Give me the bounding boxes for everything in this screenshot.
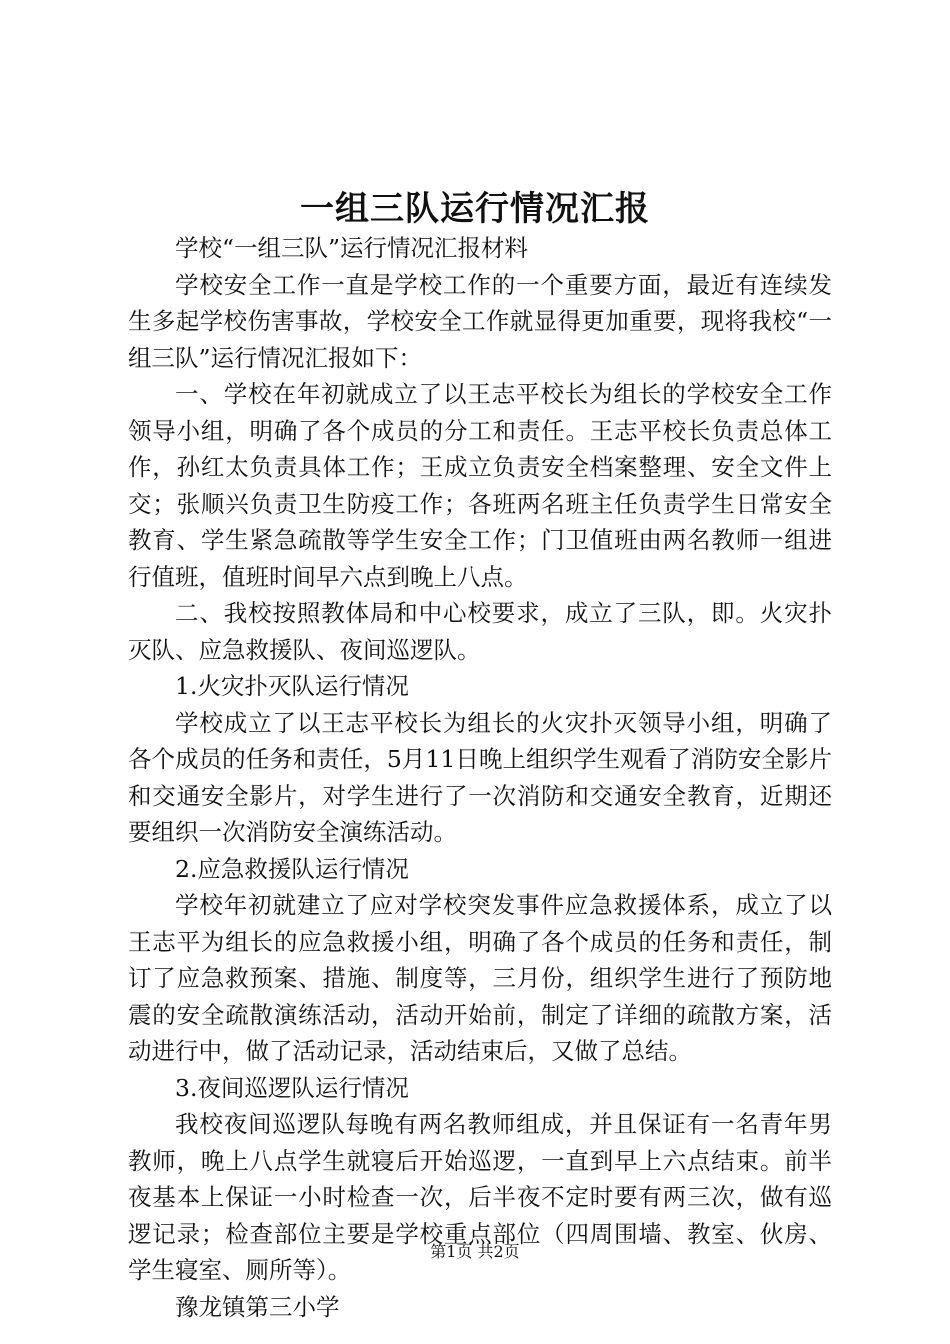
document-title: 一组三队运行情况汇报	[300, 189, 650, 229]
paragraph-fire-team: 学校成立了以王志平校长为组长的火灾扑灭领导小组，明确了各个成员的任务和责任，5月11日晚上组织学生观看了消防安全影片和交通安全影片，对学生进行了一次消防和交通安全教育，近期还要组织一次消防安全演练活动。	[128, 708, 832, 846]
paragraph-section-one: 一、学校在年初就成立了以王志平校长为组长的学校安全工作领导小组，明确了各个成员的分工和责任。王志平校长负责总体工作，孙红太负责具体工作；王成立负责安全档案整理、安全文件上交；张顺兴负责卫生防疫工作；各班两名班主任负责学生日常安全教育、学生紧急疏散等学生安全工作；门卫值班由两名教师一组进行值班，值班时间早六点到晚上八点。	[128, 380, 832, 591]
heading-fire-team: 1.火灾扑灭队运行情况	[175, 672, 409, 700]
paragraph-subtitle: 学校“一组三队”运行情况汇报材料	[175, 234, 529, 262]
page-footer: 第1页 共2页	[430, 1242, 520, 1261]
document-body	[128, 230, 832, 1325]
paragraph-rescue-team: 学校年初就建立了应对学校突发事件应急救援体系，成立了以王志平为组长的应急救援小组，明确了各个成员的任务和责任，制订了应急救预案、措施、制度等，三月份，组织学生进行了预防地震的安全疏散演练活动，活动开始前，制定了详细的疏散方案，活动进行中，做了活动记录，活动结束后，又做了总结。	[128, 891, 832, 1065]
signature-school-name: 豫龙镇第三小学	[175, 1292, 340, 1321]
paragraph-patrol-team: 我校夜间巡逻队每晚有两名教师组成，并且保证有一名青年男教师，晚上八点学生就寝后开始巡逻，一直到早上六点结束。前半夜基本上保证一小时检查一次，后半夜不定时要有两三次，做有巡逻记录；检查部位主要是学校重点部位（四周围墙、教室、伙房、学生寝室、厕所等）。	[128, 1110, 832, 1284]
paragraph-intro: 学校安全工作一直是学校工作的一个重要方面，最近有连续发生多起学校伤害事故，学校安全工作就显得更加重要，现将我校“一组三队”运行情况汇报如下：	[128, 270, 832, 372]
heading-rescue-team: 2.应急救援队运行情况	[175, 854, 409, 883]
heading-patrol-team: 3.夜间巡逻队运行情况	[175, 1073, 409, 1102]
paragraph-section-two: 二、我校按照教体局和中心校要求，成立了三队，即。火灾扑灭队、应急救援队、夜间巡逻队。	[128, 599, 832, 664]
